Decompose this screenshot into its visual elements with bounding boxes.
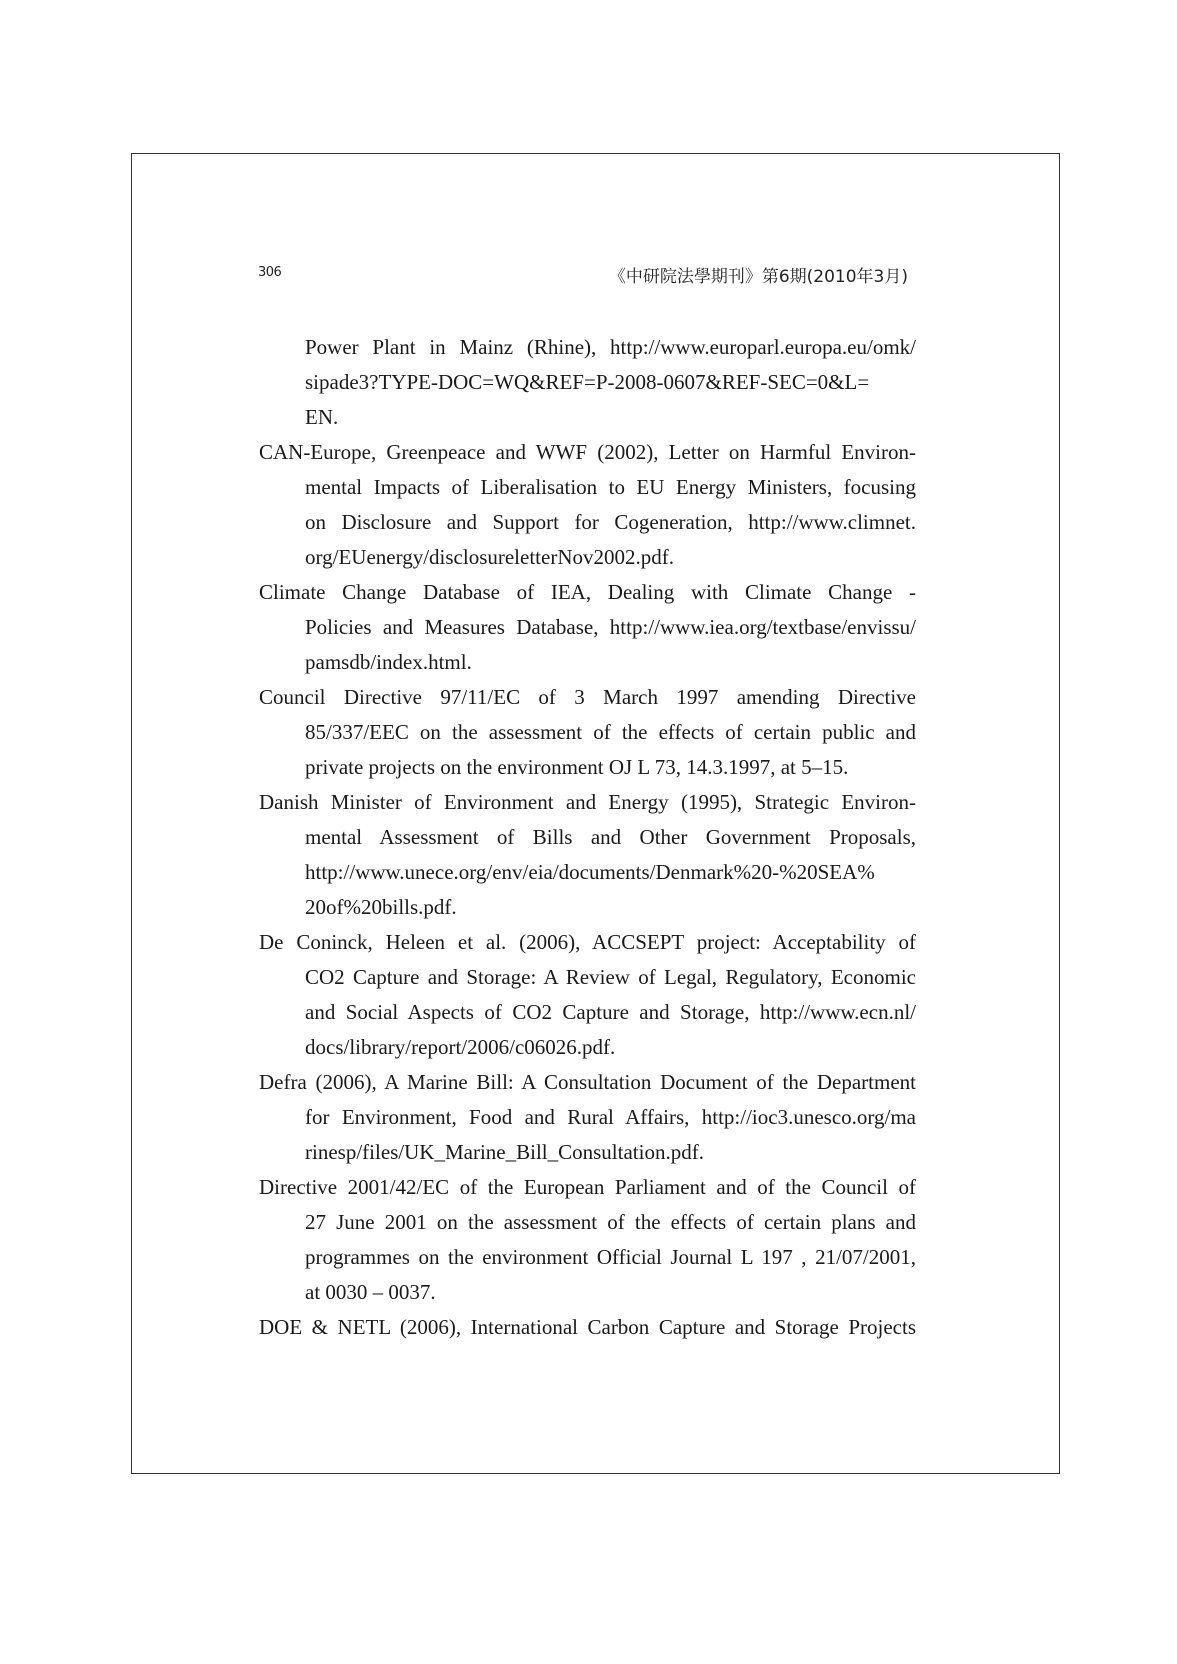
reference-line: Danish Minister of Environment and Energy (1995), Strategic Environ- <box>259 790 916 814</box>
reference-line: programmes on the environment Official Journal L 197 , 21/07/2001, <box>305 1245 916 1269</box>
reference-entry <box>259 925 916 1065</box>
reference-entry <box>259 680 916 785</box>
reference-entry <box>259 785 916 925</box>
reference-line: rinesp/files/UK_Marine_Bill_Consultation.pdf. <box>305 1140 704 1164</box>
reference-line: Power Plant in Mainz (Rhine), http://www.europarl.europa.eu/omk/ <box>305 335 916 359</box>
reference-entry <box>259 1065 916 1170</box>
reference-entry <box>259 1170 916 1310</box>
reference-line: Directive 2001/42/EC of the European Parliament and of the Council of <box>259 1175 916 1199</box>
reference-line: for Environment, Food and Rural Affairs, http://ioc3.unesco.org/ma <box>305 1105 916 1129</box>
reference-line: Defra (2006), A Marine Bill: A Consultation Document of the Department <box>259 1070 916 1094</box>
reference-line: Climate Change Database of IEA, Dealing with Climate Change - <box>259 580 916 604</box>
reference-line: private projects on the environment OJ L 73, 14.3.1997, at 5–15. <box>305 755 849 779</box>
reference-entry <box>259 575 916 680</box>
reference-line: http://www.unece.org/env/eia/documents/Denmark%20-%20SEA% <box>305 860 875 884</box>
reference-line: DOE & NETL (2006), International Carbon Capture and Storage Projects <box>259 1315 916 1339</box>
reference-entry <box>259 1310 916 1345</box>
reference-line: CO2 Capture and Storage: A Review of Legal, Regulatory, Economic <box>305 965 916 989</box>
reference-line: CAN-Europe, Greenpeace and WWF (2002), Letter on Harmful Environ- <box>259 440 916 464</box>
reference-entry <box>259 435 916 575</box>
reference-line: docs/library/report/2006/c06026.pdf. <box>305 1035 616 1059</box>
reference-line: and Social Aspects of CO2 Capture and Storage, http://www.ecn.nl/ <box>305 1000 916 1024</box>
page-number: 306 <box>258 265 282 280</box>
reference-line: pamsdb/index.html. <box>305 650 472 674</box>
reference-line: on Disclosure and Support for Cogeneration, http://www.climnet. <box>305 510 916 534</box>
reference-line: mental Impacts of Liberalisation to EU Energy Ministers, focusing <box>305 475 916 499</box>
reference-line: Council Directive 97/11/EC of 3 March 1997 amending Directive <box>259 685 916 709</box>
reference-entry-continued <box>259 330 916 435</box>
page-header <box>258 262 908 286</box>
reference-line: Policies and Measures Database, http://www.iea.org/textbase/envissu/ <box>305 615 916 639</box>
reference-line: 20of%20bills.pdf. <box>305 895 457 919</box>
reference-line: EN. <box>305 405 339 429</box>
reference-list <box>259 330 916 1345</box>
reference-line: mental Assessment of Bills and Other Government Proposals, <box>305 825 916 849</box>
reference-line: org/EUenergy/disclosureletterNov2002.pdf. <box>305 545 674 569</box>
reference-line: 85/337/EEC on the assessment of the effects of certain public and <box>305 720 916 744</box>
reference-line: De Coninck, Heleen et al. (2006), ACCSEPT project: Acceptability of <box>259 930 916 954</box>
reference-line: 27 June 2001 on the assessment of the effects of certain plans and <box>305 1210 916 1234</box>
running-title: 《中研院法學期刊》第6期(2010年3月) <box>608 267 908 287</box>
reference-line: at 0030 – 0037. <box>305 1280 436 1304</box>
reference-line: sipade3?TYPE-DOC=WQ&REF=P-2008-0607&REF-SEC=0&L= <box>305 370 870 394</box>
